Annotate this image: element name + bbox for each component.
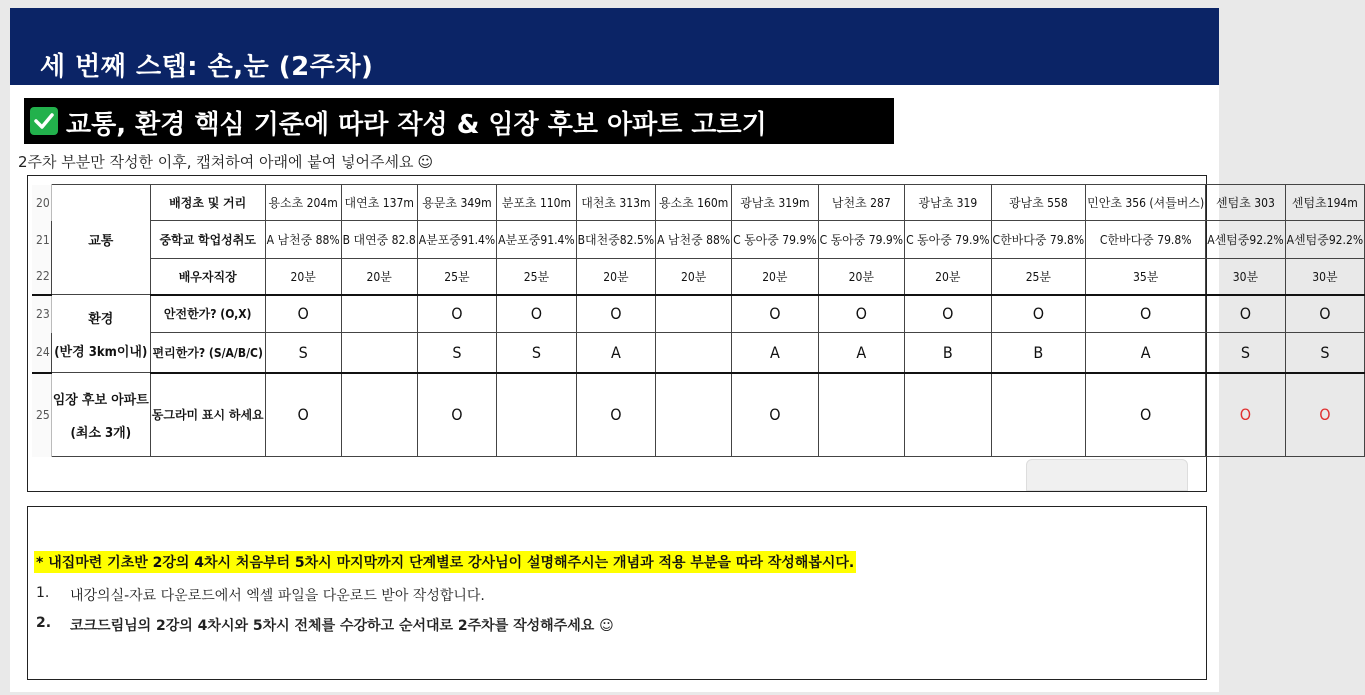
table-cell: S — [1285, 333, 1364, 373]
table-cell: 민안초 356 (셔틀버스) — [1086, 185, 1206, 221]
table-cell — [341, 373, 417, 457]
table-cell: 센텀초194m — [1285, 185, 1364, 221]
table-cell: A 남천중 88% — [656, 221, 732, 259]
header-bar — [10, 8, 1219, 85]
notes-box — [27, 506, 1207, 680]
table-cell: 광남초 558 — [991, 185, 1086, 221]
list-number: 1. — [36, 585, 50, 601]
table-cell: 용소초 160m — [656, 185, 732, 221]
table-cell — [991, 373, 1086, 457]
table-cell: A센텀중92.2% — [1285, 221, 1364, 259]
row-label: 배정초 및 거리 — [150, 185, 265, 221]
table-cell: 25분 — [991, 259, 1086, 295]
table-cell: 20분 — [732, 259, 818, 295]
smile-icon: ☺ — [417, 153, 434, 171]
table-cell: 20분 — [341, 259, 417, 295]
table-cell: 20분 — [265, 259, 341, 295]
table-cell: C한바다중 79.8% — [991, 221, 1086, 259]
table-cell: B — [905, 333, 991, 373]
table-cell: O — [265, 295, 341, 333]
table-cell: O — [497, 295, 576, 333]
table-row — [32, 333, 1365, 373]
list-text: 내강의실-자료 다운로드에서 엑셀 파일을 다운로드 받아 작성합니다. — [70, 588, 485, 604]
table-cell: A분포중91.4% — [497, 221, 576, 259]
row-number: 24 — [32, 333, 51, 373]
table-cell: O — [417, 373, 496, 457]
table-cell: 용문초 349m — [417, 185, 496, 221]
table-cell — [818, 373, 904, 457]
table-cell: 35분 — [1086, 259, 1206, 295]
table-cell: O — [576, 373, 655, 457]
category-env-line2: (반경 3km이내) — [54, 344, 148, 360]
table-cell: 25분 — [497, 259, 576, 295]
category-traffic: 교통 — [51, 185, 150, 295]
row-number: 22 — [32, 259, 51, 295]
table-cell: A — [576, 333, 655, 373]
table-cell — [656, 333, 732, 373]
table-row — [32, 185, 1365, 221]
table-row — [32, 295, 1365, 333]
table-cell: O — [1206, 295, 1285, 333]
table-cell: O — [576, 295, 655, 333]
table-cell: 30분 — [1206, 259, 1285, 295]
table-cell: B 대연중 82.8 — [341, 221, 417, 259]
table-row — [32, 221, 1365, 259]
banner-text: 교통, 환경 핵심 기준에 따라 작성 & 임장 후보 아파트 고르기 — [66, 110, 767, 140]
table-cell: B대천중82.5% — [576, 221, 655, 259]
row-number: 23 — [32, 295, 51, 333]
table-cell: C한바다중 79.8% — [1086, 221, 1206, 259]
table-cell: O — [732, 295, 818, 333]
table-cell: O — [417, 295, 496, 333]
table-cell: 센텀초 303 — [1206, 185, 1285, 221]
category-cand-line2: (최소 3개) — [70, 425, 132, 441]
category-candidates — [51, 373, 150, 457]
table-row — [32, 259, 1365, 295]
category-env-line1: 환경 — [88, 311, 114, 327]
table-cell: S — [1206, 333, 1285, 373]
table-cell: O — [265, 373, 341, 457]
table-cell: O — [991, 295, 1086, 333]
table-cell: 남천초 287 — [818, 185, 904, 221]
table-cell: A — [818, 333, 904, 373]
table-cell: O — [1285, 295, 1364, 333]
table-cell: A분포중91.4% — [417, 221, 496, 259]
table-cell: O — [1285, 373, 1364, 457]
criteria-table — [32, 184, 1365, 457]
table-cell: O — [1086, 373, 1206, 457]
table-cell: S — [265, 333, 341, 373]
table-cell — [656, 373, 732, 457]
table-cell: 30분 — [1285, 259, 1364, 295]
table-cell: S — [417, 333, 496, 373]
table-cell: 20분 — [818, 259, 904, 295]
table-cell — [341, 333, 417, 373]
table-cell: A — [732, 333, 818, 373]
table-cell: S — [497, 333, 576, 373]
table-cell: 25분 — [417, 259, 496, 295]
table-cell: O — [732, 373, 818, 457]
table-cell: 대천초 313m — [576, 185, 655, 221]
table-cell: 광남초 319m — [732, 185, 818, 221]
table-cell — [905, 373, 991, 457]
table-cell: A 남천중 88% — [265, 221, 341, 259]
table-cell: C 동아중 79.9% — [818, 221, 904, 259]
table-cell: A센텀중92.2% — [1206, 221, 1285, 259]
table-cell: 광남초 319 — [905, 185, 991, 221]
row-label: 안전한가? (O,X) — [150, 295, 265, 333]
list-text: 코크드림님의 2강의 4차시와 5차시 전체를 수강하고 순서대로 2주차를 작성해주세요 ☺ — [70, 618, 614, 634]
table-cell: O — [1086, 295, 1206, 333]
slide — [10, 8, 1364, 692]
table-cell — [497, 373, 576, 457]
spreadsheet-capture — [27, 175, 1364, 492]
scroll-overlay — [1026, 459, 1188, 491]
row-label: 편리한가? (S/A/B/C) — [150, 333, 265, 373]
row-label: 배우자직장 — [150, 259, 265, 295]
row-label: 동그라미 표시 하세요 — [150, 373, 265, 457]
check-icon — [30, 107, 58, 135]
category-cand-line1: 임장 후보 아파트 — [52, 392, 149, 408]
instruction-text — [18, 151, 433, 172]
table-cell: 20분 — [905, 259, 991, 295]
table-cell: A — [1086, 333, 1206, 373]
category-environment — [51, 295, 150, 373]
table-cell: 분포초 110m — [497, 185, 576, 221]
table-cell: 대연초 137m — [341, 185, 417, 221]
table-cell: O — [905, 295, 991, 333]
table-cell: 20분 — [576, 259, 655, 295]
table-cell: B — [991, 333, 1086, 373]
row-label: 중학교 학업성취도 — [150, 221, 265, 259]
table-cell: C 동아중 79.9% — [905, 221, 991, 259]
row-number: 25 — [32, 373, 51, 457]
instruction-label: 2주차 부분만 작성한 이후, 캡쳐하여 아래에 붙여 넣어주세요 — [18, 153, 414, 171]
table-cell: O — [1206, 373, 1285, 457]
page-title: 세 번째 스텝: 손,눈 (2주차) — [40, 52, 374, 82]
table-cell: 용소초 204m — [265, 185, 341, 221]
table-row — [32, 373, 1365, 457]
table-cell: C 동아중 79.9% — [732, 221, 818, 259]
list-number: 2. — [36, 615, 52, 631]
row-number: 20 — [32, 185, 51, 221]
table-cell: O — [818, 295, 904, 333]
row-number: 21 — [32, 221, 51, 259]
section-banner — [24, 98, 894, 144]
table-cell: 20분 — [656, 259, 732, 295]
highlighted-note: * 내집마련 기초반 2강의 4차시 처음부터 5차시 마지막까지 단계별로 강사님이 설명해주시는 개념과 적용 부분을 따라 작성해봅시다. — [34, 551, 856, 573]
table-cell — [656, 295, 732, 333]
table-cell — [341, 295, 417, 333]
